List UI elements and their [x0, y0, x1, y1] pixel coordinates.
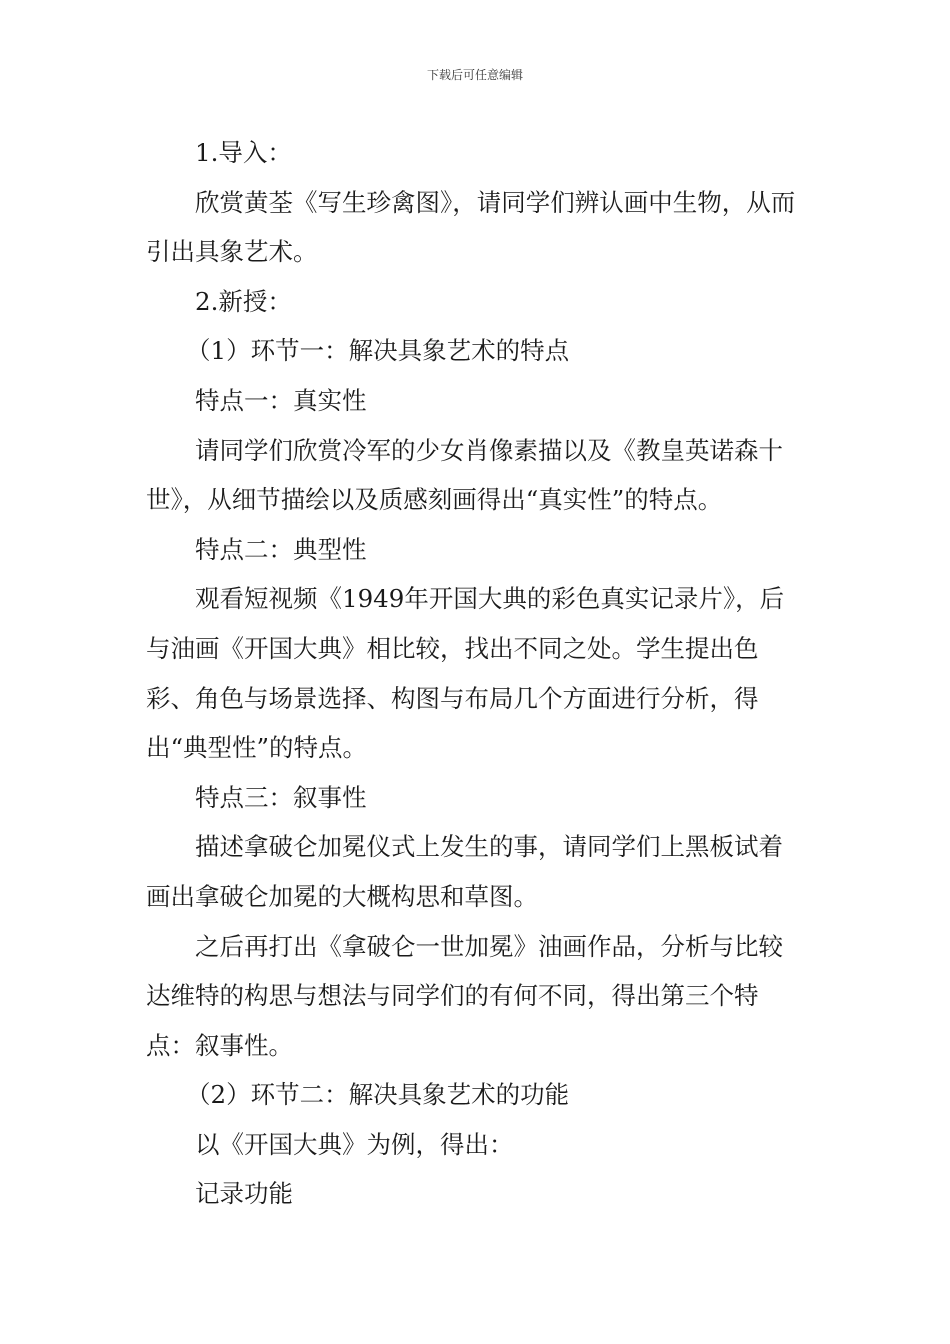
paragraph-feature-three-text-b: 之后再打出《拿破仑一世加冕》油画作品，分析与比较达维特的构思与想法与同学们的有何不同，得出第三个特点：叙事性。	[146, 931, 783, 1060]
document-body	[146, 128, 806, 1219]
paragraph-example-intro: 以《开国大典》为例，得出：	[195, 1129, 514, 1159]
paragraph-feature-three-heading: 特点三：叙事性	[195, 782, 367, 812]
page-header: 下载后可任意编辑	[426, 68, 523, 82]
paragraph-new-lesson-heading: 2.新授：	[195, 286, 292, 316]
paragraph-intro-text: 欣赏黄荃《写生珍禽图》，请同学们辨认画中生物，从而引出具象艺术。	[146, 187, 796, 267]
paragraph-section-two-heading: （2）环节二：解决具象艺术的功能	[186, 1080, 570, 1110]
paragraph-feature-one-text: 请同学们欣赏冷军的少女肖像素描以及《教皇英诺森十世》，从细节描绘以及质感刻画得出“真实性”的特点。	[146, 435, 783, 515]
paragraph-intro-heading: 1.导入：	[195, 138, 292, 167]
paragraph-section-one-heading: （1）环节一：解决具象艺术的特点	[186, 336, 570, 366]
paragraph-feature-two-text: 观看短视频《1949年开国大典的彩色真实记录片》，后与油画《开国大典》相比较，找出不同之处。学生提出色彩、角色与场景选择、构图与布局几个方面进行分析，得出“典型性”的特点。	[146, 584, 785, 763]
paragraph-feature-two-heading: 特点二：典型性	[195, 534, 367, 564]
paragraph-feature-one-heading: 特点一：真实性	[195, 385, 367, 415]
paragraph-feature-three-text-a: 描述拿破仑加冕仪式上发生的事，请同学们上黑板试着画出拿破仑加冕的大概构思和草图。	[146, 832, 783, 911]
paragraph-record-function: 记录功能	[195, 1179, 293, 1209]
